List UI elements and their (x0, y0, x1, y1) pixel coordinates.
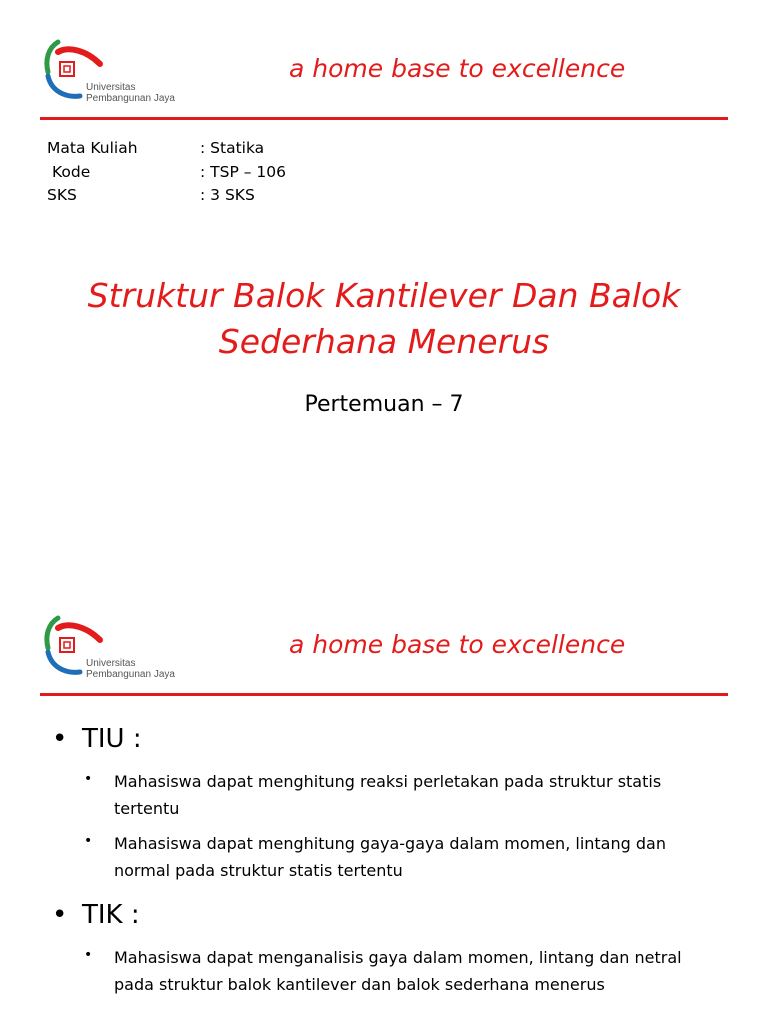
tagline: a home base to excellence (289, 54, 626, 83)
slide-1: Universitas Pembangunan Jaya a home base to excellence Mata Kuliah : Statika Kode : TSP – 106 SKS : 3 SKS Struktur Balok Kantilever Dan Balok Sederhana Menerus Pertemuan – 7 (0, 0, 768, 512)
bullet-icon: • (84, 833, 93, 849)
bullet-icon: • (84, 947, 93, 963)
list-item: • Mahasiswa dapat menghitung reaksi perletakan pada struktur statis tertentu (52, 768, 728, 822)
tik-heading: • TIK : (52, 900, 140, 930)
tiu-heading: • TIU : (52, 724, 142, 754)
university-name: Universitas Pembangunan Jaya (86, 82, 175, 104)
header-divider (40, 693, 728, 696)
university-logo (44, 614, 194, 684)
meeting-number: Pertemuan – 7 (304, 392, 464, 417)
header-divider (40, 117, 728, 120)
bullet-icon: • (52, 724, 68, 754)
slide-2 (0, 576, 768, 1024)
list-item: • Mahasiswa dapat menganalisis gaya dalam momen, lintang dan netral pada struktur balok kantilever dan balok sederhana menerus (52, 944, 728, 998)
university-name: Universitas Pembangunan Jaya (86, 658, 175, 680)
tagline: a home base to excellence (289, 630, 626, 659)
page-title: Struktur Balok Kantilever Dan Balok Sederhana Menerus (87, 276, 681, 361)
objectives (52, 722, 728, 1006)
bullet-icon: • (84, 771, 93, 787)
list-item: • Mahasiswa dapat menghitung gaya-gaya dalam momen, lintang dan normal pada struktur statis tertentu (52, 830, 728, 884)
bullet-icon: • (52, 900, 68, 930)
university-logo (44, 38, 194, 108)
